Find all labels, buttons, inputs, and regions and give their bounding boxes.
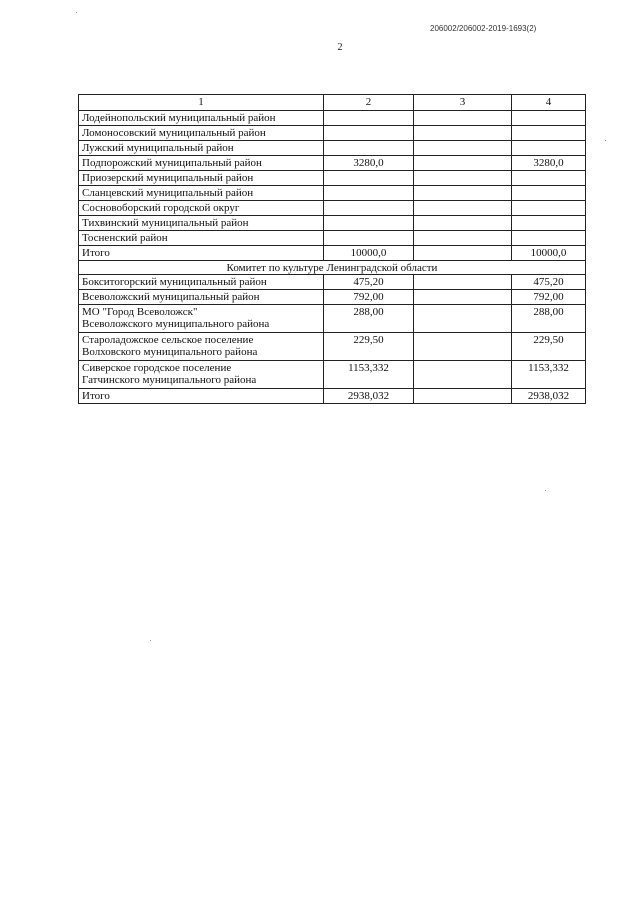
- value-cell-c3: [414, 171, 512, 186]
- value-cell-c2: 10000,0: [324, 246, 414, 261]
- table-header: [79, 95, 586, 111]
- row-name: Сосновоборский городской округ: [82, 202, 240, 214]
- row-name-cell: [79, 305, 324, 333]
- value-cell-c3: [414, 333, 512, 361]
- table-row: [79, 333, 586, 361]
- value-cell-c3: [414, 126, 512, 141]
- table-row: [79, 156, 586, 171]
- value-cell-c4: [512, 171, 586, 186]
- row-name-cell: [79, 333, 324, 361]
- value-cell-c4: [512, 201, 586, 216]
- table-body: [79, 111, 586, 404]
- value-cell-c2: [324, 231, 414, 246]
- value-cell-c4: 288,00: [512, 305, 586, 333]
- value-cell-c4: 792,00: [512, 290, 586, 305]
- value-cell-c4: [512, 111, 586, 126]
- value-cell-c3: [414, 275, 512, 290]
- value-cell-c2: 1153,332: [324, 361, 414, 389]
- table-row: [79, 186, 586, 201]
- value-cell-c4: [512, 186, 586, 201]
- table-row: [79, 290, 586, 305]
- value-cell-c4: [512, 216, 586, 231]
- row-name: Всеволожский муниципальный район: [82, 291, 260, 303]
- value-cell-c3: [414, 111, 512, 126]
- row-name: Приозерский муниципальный район: [82, 172, 254, 184]
- row-name: Тосненский район: [82, 232, 168, 244]
- value-cell-c4: 3280,0: [512, 156, 586, 171]
- value-cell-c2: 475,20: [324, 275, 414, 290]
- table-row: [79, 389, 586, 404]
- value-cell-c2: 792,00: [324, 290, 414, 305]
- value-cell-c3: [414, 246, 512, 261]
- value-cell-c2: 2938,032: [324, 389, 414, 404]
- row-name-line2: Всеволожского муниципального района: [82, 318, 270, 330]
- row-name-cell: [79, 186, 324, 201]
- scan-speck: [605, 140, 606, 141]
- value-cell-c4: 1153,332: [512, 361, 586, 389]
- page-number: 2: [337, 42, 343, 53]
- row-name: Итого: [82, 390, 110, 402]
- value-cell-c2: [324, 126, 414, 141]
- row-name-cell: [79, 126, 324, 141]
- row-name-cell: [79, 389, 324, 404]
- value-cell-c3: [414, 201, 512, 216]
- table-row: [79, 361, 586, 389]
- value-cell-c3: [414, 156, 512, 171]
- scan-speck: [150, 640, 151, 641]
- row-name: Лужский муниципальный район: [82, 142, 234, 154]
- row-name-line2: Гатчинского муниципального района: [82, 374, 257, 386]
- column-header: 2: [324, 95, 414, 111]
- row-name-cell: [79, 246, 324, 261]
- row-name: Ломоносовский муниципальный район: [82, 127, 266, 139]
- scan-speck: [76, 12, 77, 13]
- value-cell-c3: [414, 231, 512, 246]
- value-cell-c3: [414, 216, 512, 231]
- row-name-cell: [79, 290, 324, 305]
- row-name: Сланцевский муниципальный район: [82, 187, 254, 199]
- column-header: 3: [414, 95, 512, 111]
- row-name-cell: [79, 141, 324, 156]
- section-row: [79, 261, 586, 275]
- row-name: Подпорожский муниципальный район: [82, 157, 262, 169]
- section-title: Комитет по культуре Ленинградской области: [79, 261, 586, 275]
- table-row: [79, 141, 586, 156]
- table-row: [79, 305, 586, 333]
- row-name-cell: [79, 275, 324, 290]
- value-cell-c2: [324, 186, 414, 201]
- row-name: Сиверское городское поселение: [82, 362, 232, 374]
- value-cell-c3: [414, 186, 512, 201]
- data-table: [78, 94, 586, 404]
- value-cell-c2: 3280,0: [324, 156, 414, 171]
- header-row: [79, 95, 586, 111]
- table-row: [79, 246, 586, 261]
- document-id: 206002/206002-2019-1693(2): [430, 24, 537, 33]
- scan-speck: [545, 490, 546, 491]
- column-header: 1: [79, 95, 324, 111]
- table-row: [79, 275, 586, 290]
- table-row: [79, 201, 586, 216]
- value-cell-c2: [324, 216, 414, 231]
- value-cell-c2: [324, 201, 414, 216]
- value-cell-c2: [324, 171, 414, 186]
- table-row: [79, 126, 586, 141]
- value-cell-c2: [324, 111, 414, 126]
- value-cell-c2: [324, 141, 414, 156]
- row-name: Лодейнопольский муниципальный район: [82, 112, 276, 124]
- row-name-line2: Волховского муниципального района: [82, 346, 258, 358]
- row-name: Староладожское сельское поселение: [82, 334, 254, 346]
- row-name: Итого: [82, 247, 110, 259]
- table-row: [79, 111, 586, 126]
- value-cell-c2: 229,50: [324, 333, 414, 361]
- column-header: 4: [512, 95, 586, 111]
- value-cell-c3: [414, 141, 512, 156]
- row-name-cell: [79, 111, 324, 126]
- value-cell-c4: 2938,032: [512, 389, 586, 404]
- table-row: [79, 171, 586, 186]
- value-cell-c4: 10000,0: [512, 246, 586, 261]
- value-cell-c3: [414, 361, 512, 389]
- value-cell-c2: 288,00: [324, 305, 414, 333]
- value-cell-c3: [414, 389, 512, 404]
- value-cell-c3: [414, 290, 512, 305]
- value-cell-c4: [512, 141, 586, 156]
- table-row: [79, 231, 586, 246]
- row-name: МО "Город Всеволожск": [82, 306, 198, 318]
- row-name: Бокситогорский муниципальный район: [82, 276, 267, 288]
- row-name-cell: [79, 156, 324, 171]
- row-name-cell: [79, 216, 324, 231]
- value-cell-c4: 475,20: [512, 275, 586, 290]
- row-name-cell: [79, 361, 324, 389]
- value-cell-c3: [414, 305, 512, 333]
- row-name: Тихвинский муниципальный район: [82, 217, 249, 229]
- row-name-cell: [79, 171, 324, 186]
- row-name-cell: [79, 201, 324, 216]
- table-row: [79, 216, 586, 231]
- value-cell-c4: [512, 126, 586, 141]
- row-name-cell: [79, 231, 324, 246]
- value-cell-c4: 229,50: [512, 333, 586, 361]
- value-cell-c4: [512, 231, 586, 246]
